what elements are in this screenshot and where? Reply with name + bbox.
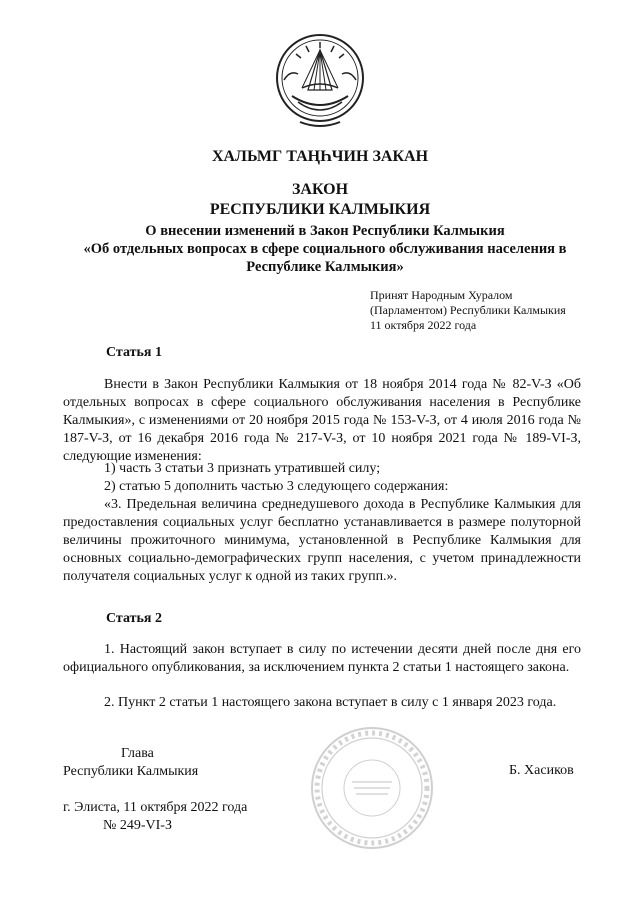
adoption-line-3: 11 октября 2022 года: [370, 318, 477, 332]
city-date: г. Элиста, 11 октября 2022 года: [63, 800, 248, 815]
subtitle-line-2: «Об отдельных вопросах в сфере социального обслуживания населения в Республике Калмыкия»: [83, 241, 567, 275]
republic-title: РЕСПУБЛИКИ КАЛМЫКИЯ: [209, 201, 431, 218]
signature-republic: Республики Калмыкия: [63, 764, 199, 779]
official-stamp-icon: [308, 724, 436, 852]
law-title: ЗАКОН: [291, 181, 349, 198]
article-2-title: Статья 2: [106, 611, 162, 626]
signatory-name: Б. Хасиков: [509, 763, 574, 778]
article-1-paragraph-4: «3. Предельная величина среднедушевого дохода в Республике Калмыкия для предоставления социальных услуг бесплатно устанавливается в размере полуторной величины прожиточного минимума, установленной в Республике Калмыкия для основных социально-демографических групп населения, с учетом принадлежности получателя социальных услуг к одной из таких групп.».: [63, 497, 581, 584]
adoption-line-1: Принят Народным Хуралом: [370, 288, 513, 302]
coat-of-arms-icon: [270, 30, 370, 132]
law-subtitle: [60, 222, 590, 276]
place-and-number: [63, 799, 247, 835]
article-1-paragraph-1: Внести в Закон Республики Калмыкия от 18 ноября 2014 года № 82-V-З «Об отдельных вопросах в сфере социального обслуживания населения в Республике Калмыкия», с изменениями от 20 ноября 2015 года № 153-V-З, от 4 июля 2016 года № 187-V-З, от 16 декабря 2016 года № 217-V-З, от 10 ноября 2021 года № 189-VI-З, следующие изменения:: [63, 377, 581, 464]
article-1-title: Статья 1: [106, 345, 162, 360]
signature-block: [63, 745, 198, 781]
article-1-paragraph-3: 2) статью 5 дополнить частью 3 следующего содержания:: [104, 479, 449, 494]
article-1-paragraph-2: 1) часть 3 статьи 3 признать утратившей силу;: [104, 461, 381, 476]
law-number: № 249-VI-З: [103, 818, 172, 833]
article-2-paragraph-2: 2. Пункт 2 статьи 1 настоящего закона вступает в силу с 1 января 2023 года.: [104, 695, 557, 710]
subtitle-line-1: О внесении изменений в Закон Республики Калмыкия: [145, 223, 505, 239]
signature-position: Глава: [121, 746, 154, 761]
article-2-paragraph-1: 1. Настоящий закон вступает в силу по истечении десяти дней после дня его официального опубликования, за исключением пункта 2 статьи 1 настоящего закона.: [63, 642, 581, 675]
adoption-note: [370, 288, 566, 333]
kalmyk-title: ХАЛЬМГ ТАҢҺЧИН ЗАКАН: [211, 148, 429, 165]
adoption-line-2: (Парламентом) Республики Калмыкия: [370, 303, 566, 317]
